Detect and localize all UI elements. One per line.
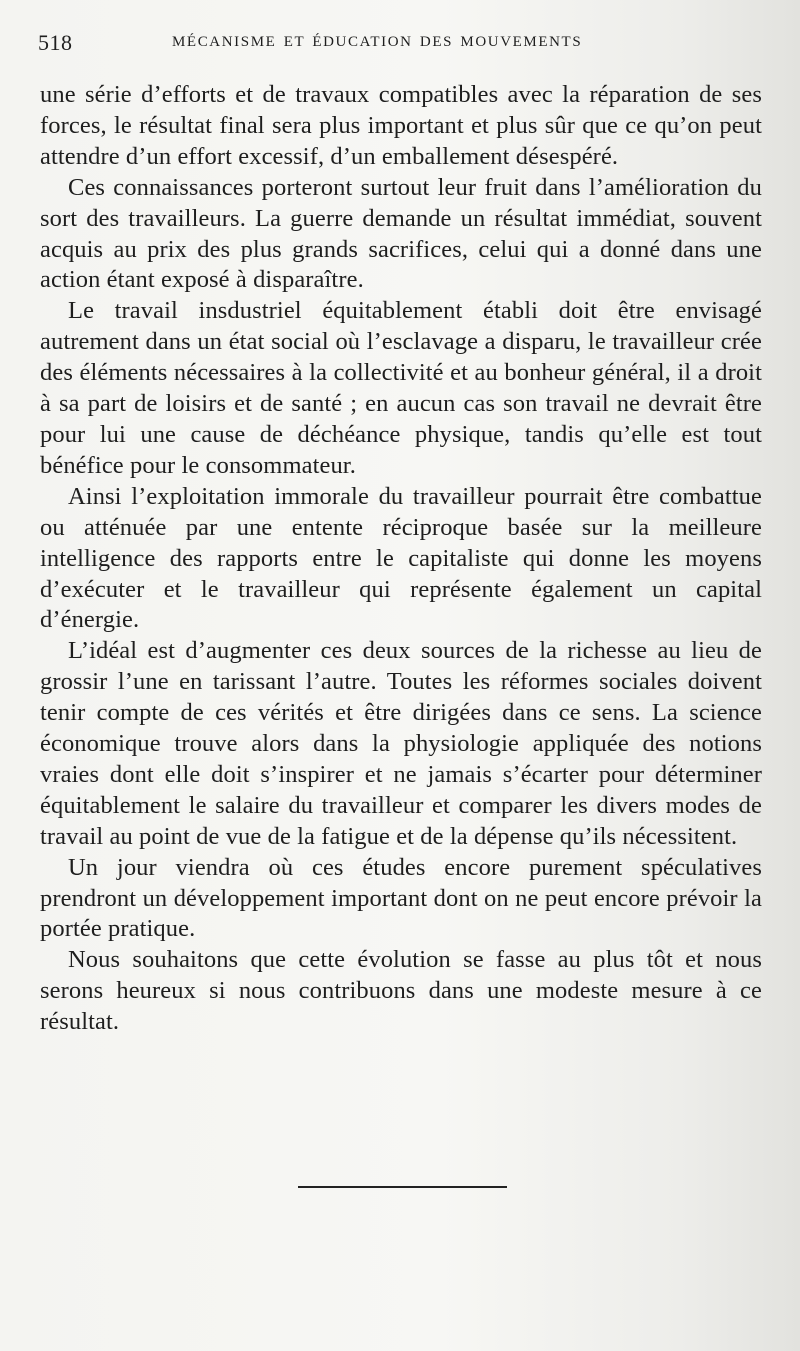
body-text: [40, 80, 762, 1038]
paragraph-future-studies: Un jour viendra où ces études encore purement spéculatives prendront un développement important dont on ne peut encore prévoir la portée pratique.: [40, 853, 762, 943]
running-title: MÉCANISME ET ÉDUCATION DES MOUVEMENTS: [172, 34, 583, 50]
page-header: [38, 30, 764, 64]
page-number: 518: [38, 30, 73, 55]
paragraph-ideal: L’idéal est d’augmenter ces deux sources de la richesse au lieu de grossir l’une en tarissant l’autre. Toutes les réformes sociales doivent tenir compte de ces vérités et être dirigées dans ce sens. La science économique trouve alors dans la physiologie appliquée des notions vraies dont elle doit s’inspirer et ne jamais s’écarter pour déterminer équitablement le salaire du travailleur et comparer les divers modes de travail au point de vue de la fatigue et de la dépense qu’ils nécessitent.: [40, 637, 762, 850]
paragraph-exploitation: Ainsi l’exploitation immorale du travailleur pourrait être combattue ou atténuée par une entente réciproque basée sur la meilleure intelligence des rapports entre le capitaliste qui donne les moyens d’exécuter et le travailleur qui représente également un capital d’énergie.: [40, 482, 762, 634]
paragraph-conclusion: Nous souhaitons que cette évolution se fasse au plus tôt et nous serons heureux si nous contribuons dans une modeste mesure à ce résultat.: [40, 946, 762, 1036]
end-rule-divider: [298, 1186, 507, 1188]
paragraph-workers-fate: Ces connaissances porteront surtout leur fruit dans l’amélioration du sort des travailleurs. La guerre demande un résultat immédiat, souvent acquis au prix des plus grands sacrifices, celui qui a donné dans une action étant exposé à disparaître.: [40, 173, 762, 294]
paragraph-continuation: une série d’efforts et de travaux compatibles avec la réparation de ses forces, le résultat final sera plus important et plus sûr que ce qu’on peut attendre d’un effort excessif, d’un emballement désespéré.: [40, 81, 762, 170]
paragraph-industrial-work: Le travail insdustriel équitablement établi doit être envisagé autrement dans un état social où l’esclavage a disparu, le travailleur crée des éléments nécessaires à la collectivité et au bonheur général, il a droit à sa part de loisirs et de santé ; en aucun cas son travail ne devrait être pour lui une cause de déchéance physique, tandis qu’elle est tout bénéfice pour le consommateur.: [40, 297, 762, 479]
